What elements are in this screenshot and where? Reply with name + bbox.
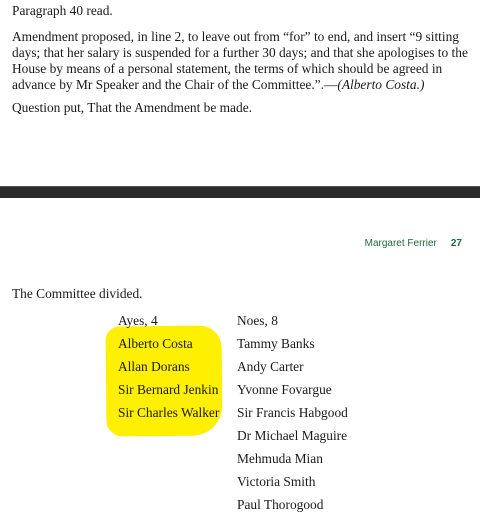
ayes-member: Alberto Costa [118, 336, 193, 351]
amendment-author: (Alberto Costa.) [337, 77, 425, 92]
running-header-name: Margaret Ferrier [364, 238, 437, 249]
ayes-heading: Ayes, 4 [118, 313, 158, 328]
ayes-member: Sir Bernard Jenkin [118, 382, 219, 397]
ayes-list [118, 309, 219, 424]
paragraph-read-line: Paragraph 40 read. [12, 3, 113, 18]
noes-list [237, 309, 348, 512]
page-divider [0, 186, 480, 198]
page-number: 27 [450, 238, 462, 249]
noes-member: Andy Carter [237, 359, 304, 374]
question-line: Question put, That the Amendment be made. [12, 100, 252, 115]
ayes-member: Sir Charles Walker [118, 405, 220, 420]
running-header [365, 238, 462, 249]
noes-member: Mehmuda Mian [237, 451, 323, 466]
noes-member: Victoria Smith [237, 474, 316, 489]
noes-heading: Noes, 8 [237, 313, 278, 328]
ayes-member: Allan Dorans [118, 359, 190, 374]
amendment-paragraph [12, 29, 472, 93]
noes-member: Paul Thorogood [237, 497, 324, 512]
noes-member: Tammy Banks [237, 336, 315, 351]
previous-page [0, 0, 480, 186]
noes-member: Yvonne Fovargue [237, 382, 332, 397]
noes-member: Sir Francis Habgood [237, 405, 348, 420]
division-intro: The Committee divided. [12, 286, 143, 301]
amendment-text: Amendment proposed, in line 2, to leave out from “for” to end, and insert “9 sitting days; that her salary is suspended for a further 30 days; and that she apologises to the House by means of a personal statement, the terms of which should be agreed in advance by Mr Speaker and the Chair of the Committee.”.— [12, 29, 468, 92]
noes-member: Dr Michael Maguire [237, 428, 348, 443]
